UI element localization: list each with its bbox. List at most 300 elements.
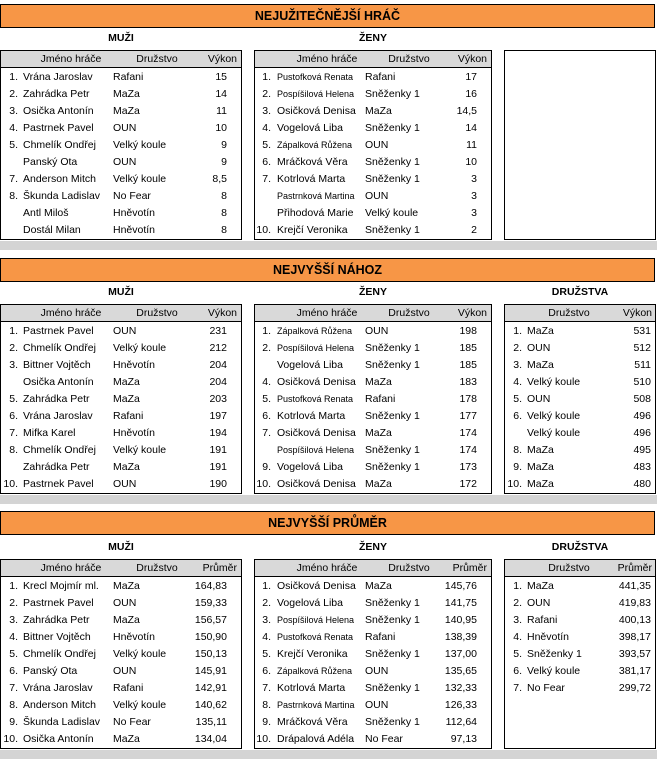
team-name: Velký koule — [113, 648, 167, 660]
table-row — [1, 374, 241, 391]
value: 185 — [459, 342, 477, 354]
value: 508 — [633, 393, 651, 405]
table-row — [255, 629, 491, 646]
table-row — [255, 680, 491, 697]
value: 126,33 — [444, 699, 477, 711]
table-row — [505, 578, 655, 595]
table-row — [1, 714, 241, 731]
player-name: Pastrnek Pavel — [23, 478, 94, 490]
value: 191 — [209, 444, 227, 456]
table-row — [1, 731, 241, 748]
player-name: Kotrlová Marta — [277, 682, 346, 694]
team-name: Velký koule — [527, 665, 581, 677]
player-name: Chmelík Ondřej — [23, 444, 96, 456]
value: 156,57 — [194, 614, 227, 626]
value: 185 — [459, 359, 477, 371]
value: 531 — [633, 325, 651, 337]
rank: 3. — [9, 614, 18, 626]
column-team: Družstvo — [548, 562, 590, 574]
rank: 1. — [9, 325, 18, 337]
team-name: MaZa — [113, 733, 140, 745]
rank: 5. — [9, 393, 18, 405]
team-name: Rafani — [527, 614, 558, 626]
value: 483 — [633, 461, 651, 473]
player-name: Antl Miloš — [23, 207, 69, 219]
value: 173 — [459, 461, 477, 473]
team-name: OUN — [527, 342, 551, 354]
rank: 4. — [262, 376, 271, 388]
table-row — [1, 205, 241, 222]
value: 381,17 — [618, 665, 651, 677]
table-row — [255, 120, 491, 137]
rank: 2. — [9, 597, 18, 609]
team-name: OUN — [113, 478, 137, 490]
team-name: MaZa — [527, 444, 554, 456]
table-row — [505, 646, 655, 663]
value: 132,33 — [444, 682, 477, 694]
women-heading: ŽENY — [358, 541, 387, 553]
column-team: Družstvo — [136, 562, 178, 574]
column-name: Jméno hráče — [296, 53, 358, 65]
rank: 8. — [9, 444, 18, 456]
value: 142,91 — [194, 682, 227, 694]
value: 398,17 — [618, 631, 651, 643]
team-name: Velký koule — [113, 699, 167, 711]
team-name: Sněženky 1 — [365, 88, 420, 100]
player-name: Mráčková Věra — [277, 156, 348, 168]
rank: 3. — [513, 359, 522, 371]
table-header — [255, 560, 491, 577]
team-name: Sněženky 1 — [365, 682, 420, 694]
table-row — [255, 340, 491, 357]
value: 204 — [209, 376, 227, 388]
value: 134,04 — [194, 733, 227, 745]
table-row — [1, 629, 241, 646]
rank: 3. — [9, 359, 18, 371]
value: 11 — [466, 139, 477, 151]
value: 16 — [465, 88, 477, 100]
team-name: Hněvotín — [113, 207, 156, 219]
player-name: Vrána Jaroslav — [23, 682, 93, 694]
rank: 10. — [507, 478, 522, 490]
women-table — [254, 50, 492, 240]
team-name: MaZa — [113, 88, 140, 100]
value: 495 — [633, 444, 651, 456]
table-row — [1, 120, 241, 137]
player-name: Pastrnková Martina — [277, 700, 355, 710]
rank: 6. — [262, 665, 271, 677]
player-name: Osičková Denisa — [277, 427, 356, 439]
team-name: Sněženky 1 — [365, 342, 420, 354]
women-table — [254, 304, 492, 494]
rank: 6. — [513, 410, 522, 422]
team-name: Velký koule — [527, 427, 581, 439]
team-name: Sněženky 1 — [365, 648, 420, 660]
table-row — [255, 323, 491, 340]
table-header — [1, 305, 241, 322]
player-name: Chmelík Ondřej — [23, 342, 96, 354]
value: 9 — [221, 139, 227, 151]
value: 17 — [465, 71, 477, 83]
value: 150,90 — [194, 631, 227, 643]
rank: 6. — [262, 156, 271, 168]
table-row — [1, 391, 241, 408]
team-name: MaZa — [527, 359, 554, 371]
rank: 4. — [9, 631, 18, 643]
table-header — [1, 51, 241, 68]
team-name: OUN — [365, 139, 389, 151]
table-row — [255, 646, 491, 663]
table-row — [1, 222, 241, 239]
value: 112,64 — [445, 716, 477, 728]
rank: 2. — [9, 88, 18, 100]
value: 299,72 — [618, 682, 651, 694]
value: 183 — [459, 376, 477, 388]
rank: 3. — [513, 614, 522, 626]
table-row — [255, 578, 491, 595]
table-row — [505, 340, 655, 357]
player-name: Osička Antonín — [23, 376, 94, 388]
table-header — [1, 560, 241, 577]
team-name: MaZa — [527, 461, 554, 473]
player-name: Dostál Milan — [23, 224, 81, 236]
value: 511 — [634, 359, 651, 371]
rank: 9. — [9, 716, 18, 728]
table-row — [505, 374, 655, 391]
rank: 7. — [513, 682, 522, 694]
rank: 6. — [513, 665, 522, 677]
team-name: MaZa — [113, 614, 140, 626]
men-heading: MUŽI — [108, 286, 134, 298]
player-name: Zápalková Růžena — [277, 666, 353, 676]
team-name: MaZa — [113, 376, 140, 388]
rank: 4. — [513, 631, 522, 643]
table-header — [505, 560, 655, 577]
player-name: Zahrádka Petr — [23, 88, 90, 100]
rank: 6. — [9, 410, 18, 422]
value: 480 — [633, 478, 651, 490]
rank: 4. — [262, 122, 271, 134]
column-name: Jméno hráče — [40, 53, 102, 65]
women-heading: ŽENY — [358, 286, 387, 298]
rank: 2. — [262, 88, 271, 100]
section-title: NEJVYŠŠÍ NÁHOZ — [0, 258, 655, 282]
table-row — [1, 103, 241, 120]
table-row — [1, 578, 241, 595]
team-name: Sněženky 1 — [365, 614, 420, 626]
team-name: Rafani — [113, 71, 144, 83]
value: 204 — [209, 359, 227, 371]
table-row — [255, 374, 491, 391]
value: 10 — [465, 156, 477, 168]
column-team: Družstvo — [388, 307, 430, 319]
rank: 7. — [262, 173, 271, 185]
team-name: Velký koule — [113, 444, 167, 456]
table-row — [1, 459, 241, 476]
team-name: Velký koule — [113, 173, 167, 185]
table-row — [1, 680, 241, 697]
table-row — [1, 595, 241, 612]
team-name: Velký koule — [365, 207, 419, 219]
rank: 8. — [9, 699, 18, 711]
team-name: Sněženky 1 — [365, 173, 420, 185]
rank: 6. — [9, 665, 18, 677]
team-name: MaZa — [365, 478, 392, 490]
rank: 5. — [513, 393, 522, 405]
table-row — [505, 442, 655, 459]
value: 197 — [209, 410, 227, 422]
table-row — [505, 459, 655, 476]
team-name: Hněvotín — [113, 427, 156, 439]
player-name: Vogelová Liba — [277, 122, 343, 134]
rank: 2. — [513, 342, 522, 354]
value: 393,57 — [618, 648, 651, 660]
player-name: Škunda Ladislav — [23, 190, 101, 202]
team-name: MaZa — [527, 478, 554, 490]
rank: 1. — [9, 580, 18, 592]
table-row — [1, 188, 241, 205]
value: 164,83 — [194, 580, 227, 592]
team-name: OUN — [113, 325, 137, 337]
team-name: Hněvotín — [113, 631, 156, 643]
player-name: Kotrlová Marta — [277, 410, 346, 422]
table-row — [1, 357, 241, 374]
rank: 5. — [513, 648, 522, 660]
table-row — [1, 442, 241, 459]
value: 8 — [221, 207, 227, 219]
team-name: Sněženky 1 — [365, 156, 420, 168]
column-value: Výkon — [207, 53, 237, 65]
team-name: Velký koule — [527, 376, 581, 388]
rank: 7. — [262, 427, 271, 439]
table-row — [255, 222, 491, 239]
player-name: Pospíšilová Helena — [277, 445, 355, 455]
team-name: MaZa — [113, 393, 140, 405]
rank: 5. — [262, 393, 271, 405]
section-title: NEJUŽITEČNĚJŠÍ HRÁČ — [0, 4, 655, 28]
table-header — [255, 305, 491, 322]
team-name: MaZa — [365, 580, 392, 592]
team-name: Sněženky 1 — [365, 716, 420, 728]
value: 178 — [459, 393, 477, 405]
rank: 4. — [262, 631, 271, 643]
team-name: MaZa — [527, 580, 554, 592]
table-row — [505, 391, 655, 408]
team-name: OUN — [113, 122, 137, 134]
team-name: No Fear — [113, 716, 151, 728]
rank: 2. — [262, 342, 271, 354]
rank: 1. — [262, 71, 271, 83]
team-name: Sněženky 1 — [365, 597, 420, 609]
rank: 8. — [513, 444, 522, 456]
table-row — [1, 171, 241, 188]
table-row — [505, 357, 655, 374]
column-name: Jméno hráče — [40, 307, 102, 319]
column-value: Průměr — [452, 562, 487, 574]
table-row — [255, 612, 491, 629]
table-row — [1, 663, 241, 680]
value: 14,5 — [456, 105, 477, 117]
player-name: Chmelík Ondřej — [23, 648, 96, 660]
column-team: Družstvo — [136, 53, 178, 65]
rank: 4. — [513, 376, 522, 388]
player-name: Pastrnek Pavel — [23, 597, 94, 609]
value: 198 — [459, 325, 477, 337]
value: 231 — [209, 325, 227, 337]
section-divider — [0, 495, 657, 504]
section-divider — [0, 750, 657, 759]
player-name: Bittner Vojtěch — [23, 631, 91, 643]
value: 203 — [209, 393, 227, 405]
player-name: Drápalová Adéla — [277, 733, 355, 745]
table-row — [1, 323, 241, 340]
value: 11 — [216, 105, 227, 117]
value: 9 — [221, 156, 227, 168]
rank: 5. — [9, 648, 18, 660]
value: 14 — [215, 88, 227, 100]
team-name: OUN — [365, 325, 389, 337]
team-name: OUN — [113, 156, 137, 168]
column-team: Družstvo — [136, 307, 178, 319]
player-name: Pospíšilová Helena — [277, 89, 355, 99]
player-name: Škunda Ladislav — [23, 716, 101, 728]
value: 8,5 — [212, 173, 227, 185]
player-name: Kotrlová Marta — [277, 173, 346, 185]
table-row — [255, 476, 491, 493]
player-name: Osička Antonín — [23, 733, 94, 745]
value: 174 — [459, 427, 477, 439]
team-name: Sněženky 1 — [365, 224, 420, 236]
player-name: Pastrnek Pavel — [23, 325, 94, 337]
rank: 10. — [3, 478, 18, 490]
team-name: MaZa — [113, 580, 140, 592]
column-team: Družstvo — [388, 53, 430, 65]
column-value: Výkon — [622, 307, 652, 319]
table-row — [505, 595, 655, 612]
player-name: Krejčí Veronika — [277, 648, 348, 660]
player-name: Vogelová Liba — [277, 461, 343, 473]
player-name: Pustofková Renata — [277, 394, 354, 404]
rank: 7. — [262, 682, 271, 694]
table-row — [1, 340, 241, 357]
team-name: MaZa — [113, 105, 140, 117]
column-name: Jméno hráče — [40, 562, 102, 574]
player-name: Osička Antonín — [23, 105, 94, 117]
table-row — [255, 425, 491, 442]
team-name: OUN — [527, 393, 551, 405]
player-name: Pospíšilová Helena — [277, 615, 355, 625]
rank: 10. — [256, 733, 271, 745]
value: 145,76 — [444, 580, 477, 592]
player-name: Přihodová Marie — [277, 207, 354, 219]
women-heading: ŽENY — [358, 32, 387, 44]
women-table — [254, 559, 492, 749]
team-name: No Fear — [527, 682, 565, 694]
value: 8 — [221, 224, 227, 236]
value: 441,35 — [618, 580, 651, 592]
men-table — [0, 304, 242, 494]
value: 194 — [209, 427, 227, 439]
rank: 1. — [513, 325, 522, 337]
rank: 1. — [262, 325, 271, 337]
rank: 10. — [256, 478, 271, 490]
player-name: Krejčí Veronika — [277, 224, 348, 236]
rank: 9. — [262, 461, 271, 473]
table-header — [505, 305, 655, 322]
team-name: OUN — [365, 190, 389, 202]
rank: 3. — [262, 614, 271, 626]
player-name: Zápalková Růžena — [277, 326, 353, 336]
table-row — [505, 629, 655, 646]
value: 496 — [633, 427, 651, 439]
player-name: Pustofková Renata — [277, 72, 354, 82]
table-row — [255, 154, 491, 171]
player-name: Vogelová Liba — [277, 359, 343, 371]
player-name: Zápalková Růžena — [277, 140, 353, 150]
value: 159,33 — [194, 597, 227, 609]
player-name: Osičková Denisa — [277, 580, 356, 592]
value: 135,65 — [444, 665, 477, 677]
teams-heading: DRUŽSTVA — [551, 541, 609, 553]
rank: 3. — [9, 105, 18, 117]
section-divider — [0, 241, 657, 250]
team-name: Rafani — [365, 631, 396, 643]
value: 10 — [215, 122, 227, 134]
rank: 2. — [9, 342, 18, 354]
player-name: Panský Ota — [23, 156, 78, 168]
team-name: Sněženky 1 — [365, 444, 420, 456]
team-name: MaZa — [365, 105, 392, 117]
table-row — [505, 663, 655, 680]
men-table — [0, 559, 242, 749]
table-row — [255, 205, 491, 222]
table-row — [1, 646, 241, 663]
team-name: Velký koule — [527, 410, 581, 422]
team-name: Sněženky 1 — [365, 410, 420, 422]
teams-table — [504, 304, 656, 494]
rank: 10. — [3, 733, 18, 745]
value: 141,75 — [444, 597, 477, 609]
value: 3 — [471, 190, 477, 202]
table-row — [255, 137, 491, 154]
value: 137,00 — [444, 648, 477, 660]
column-value: Průměr — [617, 562, 652, 574]
value: 174 — [459, 444, 477, 456]
rank: 7. — [9, 682, 18, 694]
men-heading: MUŽI — [108, 32, 134, 44]
value: 190 — [209, 478, 227, 490]
table-row — [255, 731, 491, 748]
team-name: MaZa — [113, 461, 140, 473]
team-name: Hněvotín — [113, 224, 156, 236]
table-row — [505, 408, 655, 425]
teams-table — [504, 559, 656, 749]
player-name: Osičková Denisa — [277, 478, 356, 490]
teams-table — [504, 50, 656, 240]
rank: 1. — [262, 580, 271, 592]
player-name: Pustofková Renata — [277, 632, 354, 642]
table-row — [255, 442, 491, 459]
player-name: Anderson Mitch — [23, 173, 96, 185]
table-header — [255, 51, 491, 68]
team-name: MaZa — [365, 376, 392, 388]
table-row — [1, 408, 241, 425]
men-heading: MUŽI — [108, 541, 134, 553]
player-name: Zahrádka Petr — [23, 614, 90, 626]
table-row — [1, 612, 241, 629]
team-name: OUN — [113, 665, 137, 677]
rank: 1. — [9, 71, 18, 83]
